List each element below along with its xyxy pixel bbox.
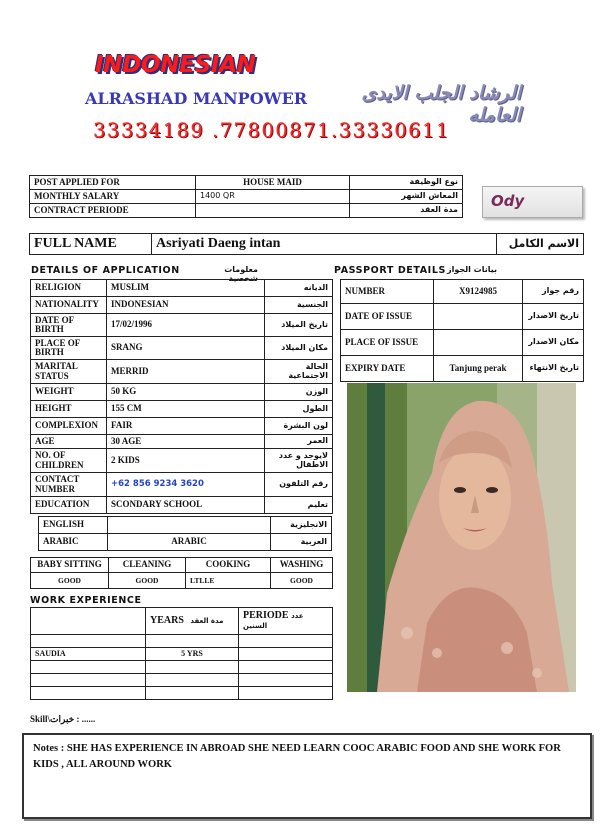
detail-label-ar: لايوجد و عدد الاطفال (265, 449, 333, 473)
detail-label-ar: مكان الميلاد (265, 337, 333, 360)
detail-label-ar: العمر (265, 435, 333, 449)
detail-label-ar: تاريخ الميلاد (265, 314, 333, 337)
language-label-ar: العربية (271, 534, 332, 551)
period-header (239, 608, 333, 635)
table-row (39, 517, 332, 534)
skill-value: GOOD (109, 573, 186, 589)
salary-label-ar: المعاش الشهر (350, 190, 463, 204)
passport-label-ar: تاريخ الانتهاء (523, 356, 584, 382)
table-row (31, 337, 333, 360)
notes-text: Notes : SHE HAS EXPERIENCE IN ABROAD SHE NEED LEARN COOC ARABIC FOOD AND SHE WORK FOR KIDS , ALL AROUND WORK (33, 743, 561, 770)
table-row (31, 497, 333, 514)
detail-label: PLACE OF BIRTH (31, 337, 107, 360)
skill-header: COOKING (186, 558, 271, 573)
details-table (30, 279, 333, 514)
period-label: PERIODE (243, 609, 289, 621)
work-experience-title: WORK EXPERIENCE (30, 595, 142, 606)
table-row (31, 360, 333, 384)
detail-value: 30 AGE (107, 435, 265, 449)
passport-label-ar: مكان الاصدار (523, 330, 584, 356)
detail-value: MERRID (107, 360, 265, 384)
table-row (31, 384, 333, 401)
work-period (239, 648, 333, 661)
table-row (341, 330, 584, 356)
detail-value: 2 KIDS (107, 449, 265, 473)
skill-value: GOOD (31, 573, 109, 589)
table-row (31, 648, 333, 661)
detail-value: FAIR (107, 418, 265, 435)
applicant-photo (347, 383, 576, 692)
detail-label-ar: الحالة الاجتماعية (265, 360, 333, 384)
passport-title: PASSPORT DETAILS (334, 265, 446, 276)
table-row (31, 401, 333, 418)
post-label: POST APPLIED FOR (30, 176, 196, 190)
passport-label: DATE OF ISSUE (341, 304, 434, 330)
agency-logo-title: INDONESIAN (95, 52, 256, 78)
full-name-value: Asriyati Daeng intan (152, 234, 497, 255)
agent-name: Ody (491, 192, 525, 210)
contract-label-ar: مدة العقد (350, 204, 463, 218)
skill-value: GOOD (271, 573, 333, 589)
company-name-english: ALRASHAD MANPOWER (85, 89, 308, 108)
details-title-ar: معلومات شخصية (224, 265, 258, 283)
table-row (31, 418, 333, 435)
table-row (341, 356, 584, 382)
detail-value: MUSLIM (107, 280, 265, 297)
detail-label: WEIGHT (31, 384, 107, 401)
table-row (341, 280, 584, 304)
passport-value (434, 330, 523, 356)
detail-label: NATIONALITY (31, 297, 107, 314)
detail-label-ar: الوزن (265, 384, 333, 401)
detail-value: +62 856 9234 3620 (107, 473, 265, 497)
full-name-label: FULL NAME (30, 234, 152, 255)
contract-value (196, 204, 350, 218)
detail-value: SCONDARY SCHOOL (107, 497, 265, 514)
work-years: 5 YRS (146, 648, 239, 661)
table-row (31, 449, 333, 473)
detail-value: 17/02/1996 (107, 314, 265, 337)
language-label: ENGLISH (39, 517, 108, 534)
table-row (31, 314, 333, 337)
work-country: SAUDIA (31, 648, 146, 661)
detail-label: NO. OF CHILDREN (31, 449, 107, 473)
period-label-ar: عدد السنين (243, 611, 304, 630)
contract-label: CONTRACT PERIODE (30, 204, 196, 218)
skill-header: WASHING (271, 558, 333, 573)
details-title: DETAILS OF APPLICATION (31, 265, 180, 276)
table-row (31, 435, 333, 449)
passport-table (340, 279, 584, 382)
language-label: ARABIC (39, 534, 108, 551)
passport-value: Tanjung perak (434, 356, 523, 382)
detail-value: 155 CM (107, 401, 265, 418)
passport-label-ar: رقم جواز (523, 280, 584, 304)
detail-label: HEIGHT (31, 401, 107, 418)
passport-label: PLACE OF ISSUE (341, 330, 434, 356)
language-value: ARABIC (108, 534, 271, 551)
passport-value (434, 304, 523, 330)
passport-label: NUMBER (341, 280, 434, 304)
detail-label-ar: الجنسية (265, 297, 333, 314)
detail-value: 50 KG (107, 384, 265, 401)
languages-table (38, 516, 332, 551)
salary-value: 1400 QR (196, 190, 350, 204)
years-label-ar: مدة العقد (190, 616, 224, 625)
passport-label-ar: تاريخ الاصدار (523, 304, 584, 330)
detail-label: CONTACT NUMBER (31, 473, 107, 497)
skills-table (30, 557, 333, 589)
post-value: HOUSE MAID (196, 176, 350, 190)
skill-value: LTLLE (186, 573, 271, 589)
detail-label: RELIGION (31, 280, 107, 297)
language-label-ar: الانجليزية (271, 517, 332, 534)
detail-label: EDUCATION (31, 497, 107, 514)
passport-label: EXPIRY DATE (341, 356, 434, 382)
detail-label-ar: لون البشرة (265, 418, 333, 435)
years-label: YEARS (150, 614, 184, 626)
full-name-label-ar: الاسم الكامل (497, 234, 584, 255)
phone-numbers: 33334189 .77800871.33330611 (93, 119, 450, 142)
table-row (31, 297, 333, 314)
detail-value: SRANG (107, 337, 265, 360)
detail-label: DATE OF BIRTH (31, 314, 107, 337)
table-row (39, 534, 332, 551)
language-value (108, 517, 271, 534)
detail-label-ar: رقم التلفون (265, 473, 333, 497)
skill-line: Skill\خبرات : ...... (30, 714, 96, 724)
table-row (31, 473, 333, 497)
salary-label: MONTHLY SALARY (30, 190, 196, 204)
skill-header: CLEANING (109, 558, 186, 573)
years-header (146, 608, 239, 635)
table-row (341, 304, 584, 330)
skill-header: BABY SITTING (31, 558, 109, 573)
detail-value: INDONESIAN (107, 297, 265, 314)
detail-label-ar: الديانه (265, 280, 333, 297)
detail-label-ar: تعليم (265, 497, 333, 514)
full-name-table (29, 233, 584, 255)
detail-label: COMPLEXION (31, 418, 107, 435)
detail-label-ar: الطول (265, 401, 333, 418)
post-label-ar: نوع الوظيفة (350, 176, 463, 190)
job-table (29, 175, 463, 218)
company-name-arabic: الرشاد الجلب الايدى العامله (361, 82, 521, 126)
passport-title-ar: بيانات الجواز (447, 265, 497, 274)
passport-value: X9124985 (434, 280, 523, 304)
detail-label: MARITAL STATUS (31, 360, 107, 384)
detail-label: AGE (31, 435, 107, 449)
work-experience-table (30, 607, 333, 700)
table-row (31, 280, 333, 297)
